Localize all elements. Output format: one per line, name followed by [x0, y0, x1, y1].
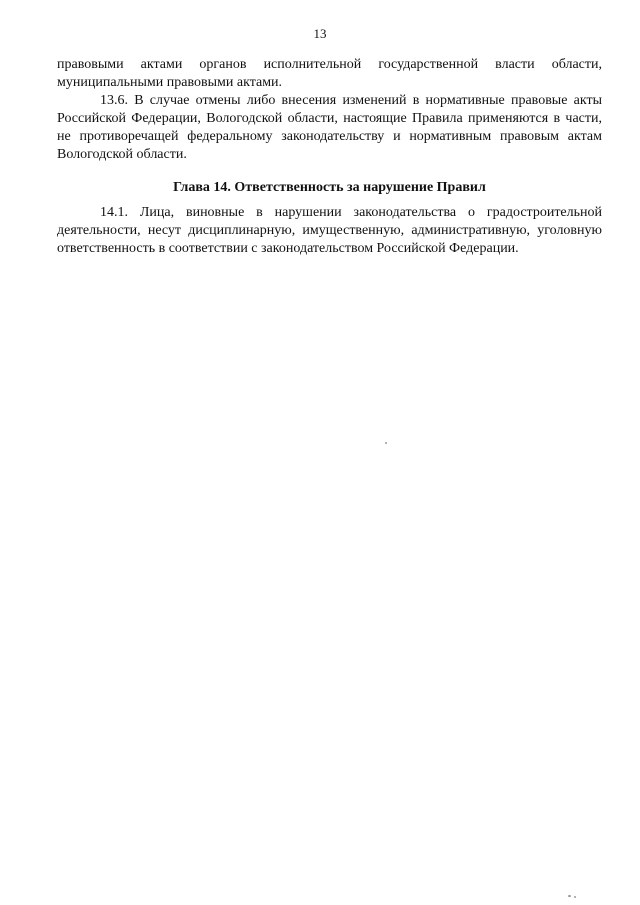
scan-speck — [385, 442, 387, 444]
paragraph-13-6: 13.6. В случае отмены либо внесения изменений в нормативные правовые акты Российской Федерации, Вологодской области, настоящие Правила применяются в части, не противоречащей федеральному законодательству и нормативным правовым актам Вологодской области. — [57, 93, 602, 162]
document-body — [57, 56, 602, 258]
page-number: 13 — [313, 26, 327, 41]
paragraph-14-1: 14.1. Лица, виновные в нарушении законодательства о градостроительной деятельности, несут дисциплинарную, имущественную, административную, уголовную ответственность в соответствии с законодательством Российской Федерации. — [57, 205, 602, 256]
chapter-heading: Глава 14. Ответственность за нарушение Правил — [173, 180, 486, 195]
scan-speck — [574, 896, 576, 898]
scan-speck — [568, 895, 571, 897]
paragraph-continuation: правовыми актами органов исполнительной государственной власти области, муниципальными правовыми актами. — [57, 57, 602, 90]
